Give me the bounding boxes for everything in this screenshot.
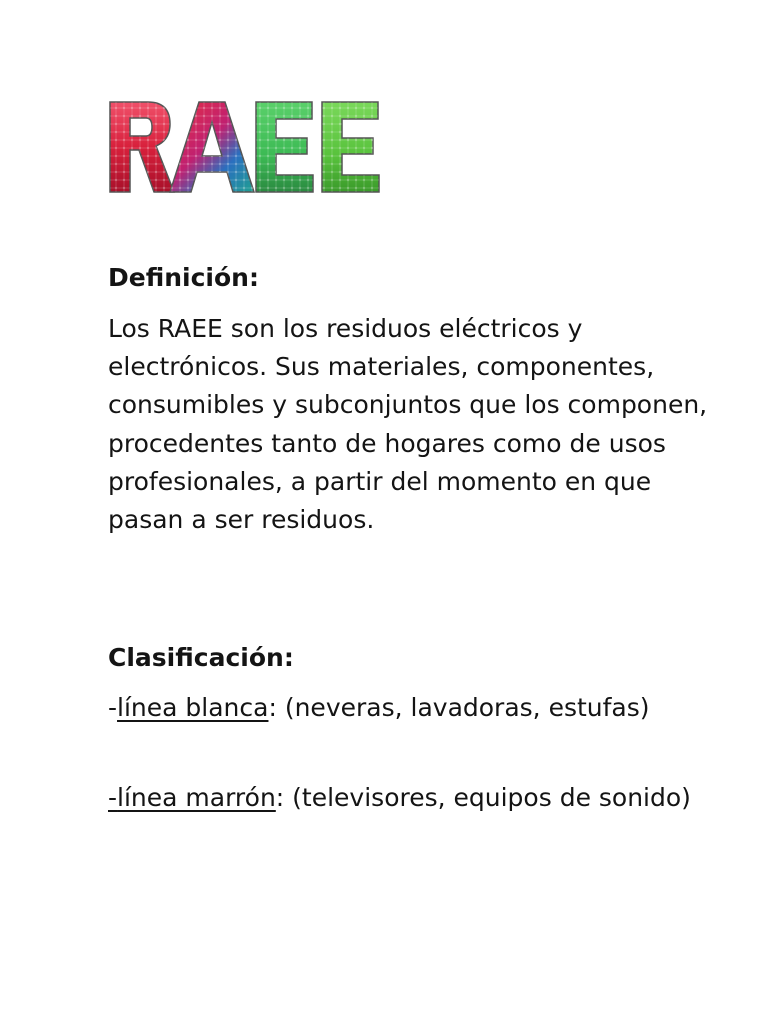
item-description: : (neveras, lavadoras, estufas): [268, 693, 650, 722]
item-prefix: -: [108, 693, 118, 722]
raee-logo: [104, 96, 386, 198]
raee-logo-graphic: [104, 96, 386, 198]
item-prefix: -: [108, 783, 118, 812]
classification-item-linea-marron: [108, 779, 708, 817]
item-term: línea blanca: [117, 693, 269, 722]
classification-item-linea-blanca: [108, 689, 708, 727]
definition-body: Los RAEE son los residuos eléctricos y electrónicos. Sus materiales, componentes, consumibles y subconjuntos que los componen, procedentes tanto de hogares como de usos profesionales, a partir del momento en que pasan a ser residuos.: [108, 314, 708, 535]
item-term: línea marrón: [117, 783, 276, 812]
definition-heading: Definición:: [108, 263, 259, 292]
logo-letters: [110, 102, 379, 192]
classification-heading: Clasificación:: [108, 643, 294, 672]
item-description: : (televisores, equipos de sonido): [275, 783, 691, 812]
